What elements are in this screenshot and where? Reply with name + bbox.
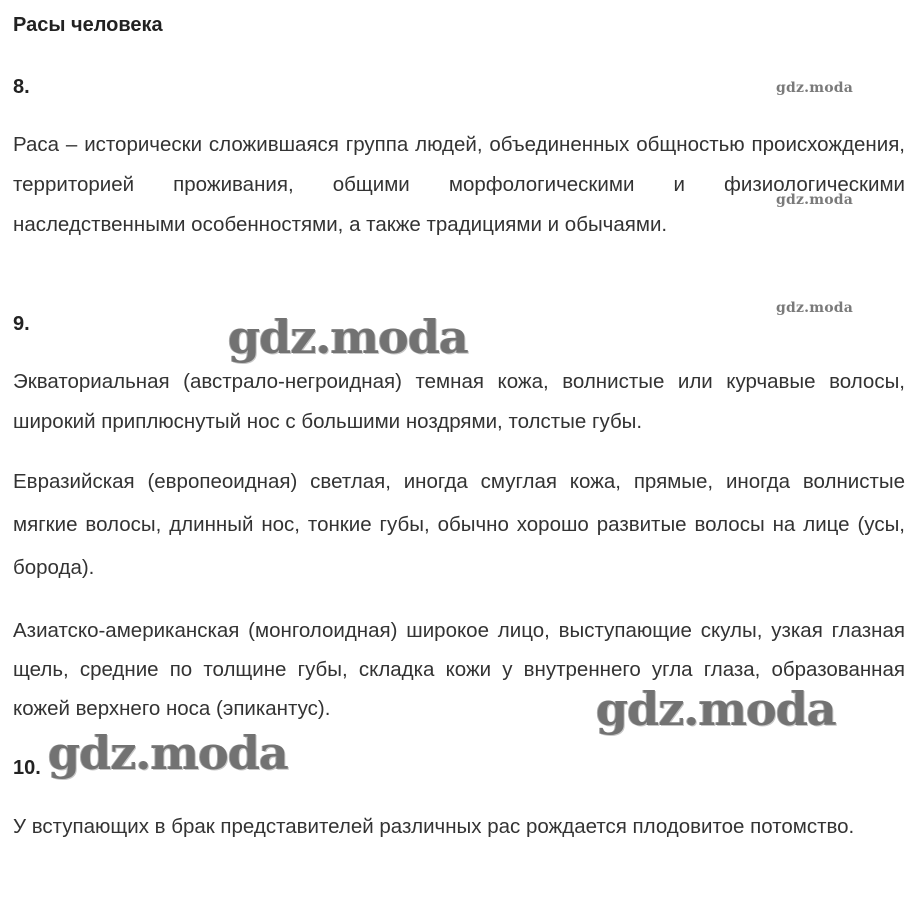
watermark-small: gdz.moda <box>776 300 854 316</box>
section-9-paragraph-equatorial: Экваториальная (австрало-негроидная) темная кожа, волнистые или курчавые волосы, широкий приплюснутый нос с большими ноздрями, толстые губы. <box>13 370 905 433</box>
watermark-small: gdz.moda <box>776 80 854 96</box>
watermark-large: gdz.moda <box>228 310 468 364</box>
section-number-8: 8. <box>13 76 30 98</box>
page-title: Расы человека <box>13 14 163 36</box>
watermark-small: gdz.moda <box>776 192 854 208</box>
watermark-large: gdz.moda <box>48 726 288 780</box>
section-9-paragraph-eurasian: Евразийская (европеоидная) светлая, иногда смуглая кожа, прямые, иногда волнистые мягкие волосы, длинный нос, тонкие губы, обычно хорошо развитые волосы на лице (усы, борода). <box>13 470 905 579</box>
section-8-paragraph: Раса – исторически сложившаяся группа людей, объединенных общностью происхождения, территорией проживания, общими морфологическими и физиологическими наследственными особенностями, а также традициями и обычаями. <box>13 133 905 236</box>
section-9-paragraph-asian-american: Азиатско-американская (монголоидная) широкое лицо, выступающие скулы, узкая глазная щель, средние по толщине губы, складка кожи у внутреннего угла глаза, образованная кожей верхнего носа (эпикантус). <box>13 619 905 720</box>
watermark-large: gdz.moda <box>596 682 836 736</box>
section-10-paragraph: У вступающих в брак представителей различных рас рождается плодовитое потомство. <box>13 815 855 838</box>
section-number-10: 10. <box>13 757 41 779</box>
section-number-9: 9. <box>13 313 30 335</box>
